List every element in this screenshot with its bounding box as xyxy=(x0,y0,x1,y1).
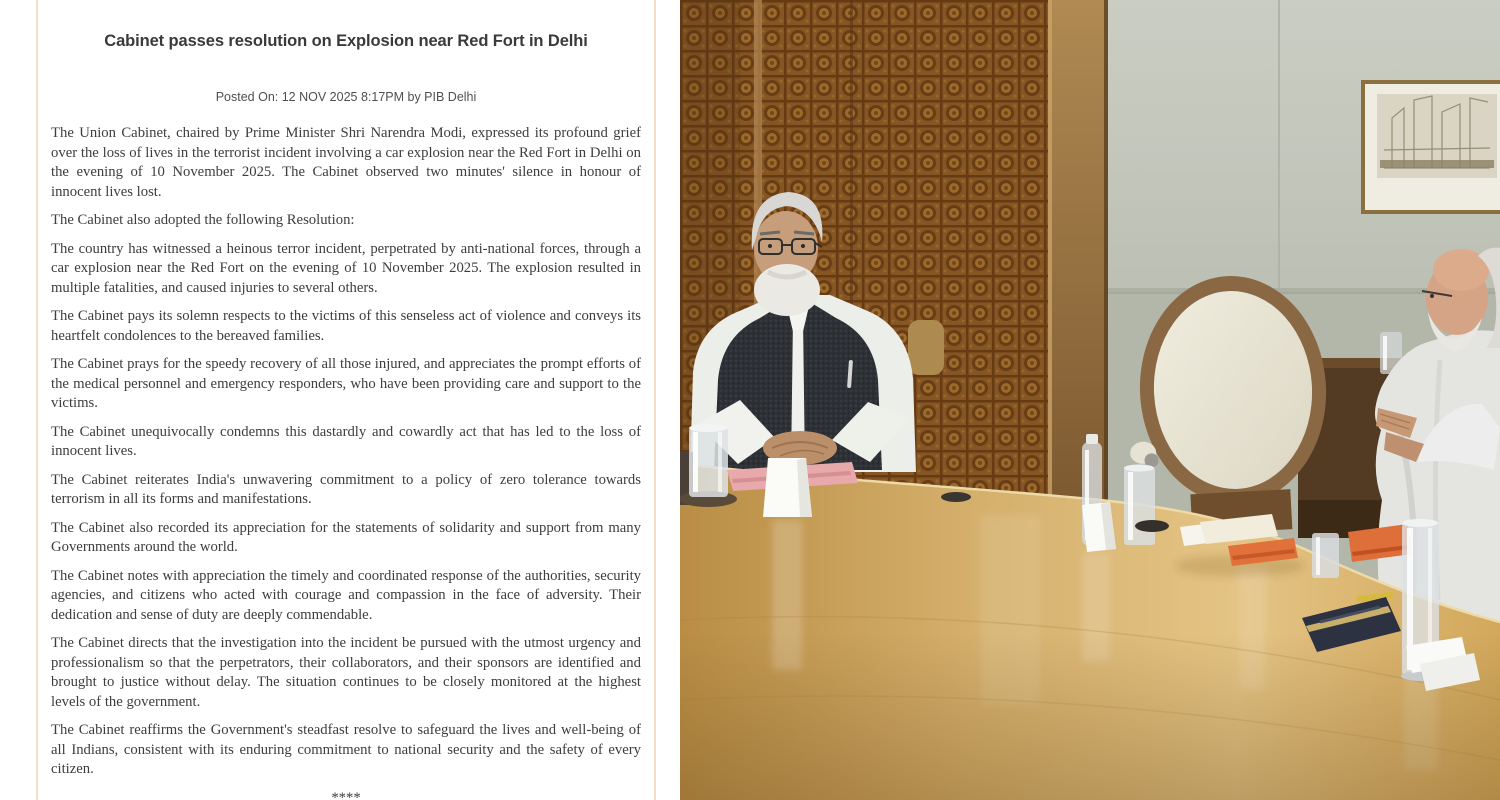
pm-beard xyxy=(754,264,820,316)
press-release-panel xyxy=(36,0,656,800)
paragraph: The Cabinet also adopted the following Resolution: xyxy=(51,212,355,228)
paragraph: The Cabinet prays for the speedy recovery of all those injured, and appreciates the prompt efforts of the medical personnel and emergency responders, who have been providing care and support to the victims. xyxy=(51,356,641,411)
water-glass-left xyxy=(689,424,728,497)
paragraph: The Cabinet directs that the investigation into the incident be pursued with the utmost urgency and professionalism so that the perpetrators, their collaborators, and their sponsors are identified and brought to justice without delay. The situation continues to be closely monitored at the highest levels of the government. xyxy=(51,635,641,710)
end-mark: **** xyxy=(331,789,361,800)
paragraph: The Cabinet reaffirms the Government's steadfast resolve to safeguard the lives and well-being of all Indians, consistent with its enduring commitment to national security and the safety of every citizen. xyxy=(51,722,641,777)
framed-artwork xyxy=(1363,82,1500,212)
name-card-pm xyxy=(763,458,812,517)
paragraph: The Cabinet notes with appreciation the timely and coordinated response of the authorities, security agencies, and citizens who acted with courage and compassion in the face of adversity. Their dedication and sense of duty are deeply commendable. xyxy=(51,567,641,623)
article-photo xyxy=(680,0,1500,800)
paragraph: The Cabinet reiterates India's unwavering commitment to a policy of zero tolerance towards terrorism in all its forms and manifestations. xyxy=(51,471,641,507)
page-title: Cabinet passes resolution on Explosion near Red Fort in Delhi xyxy=(104,32,588,50)
posted-on-line: Posted On: 12 NOV 2025 8:17PM by PIB Delhi xyxy=(215,90,477,104)
meeting-photo-illustration xyxy=(680,0,1500,800)
paragraph: The Cabinet unequivocally condemns this dastardly and cowardly act that has led to the loss of innocent lives. xyxy=(51,423,641,459)
name-card-centre xyxy=(1082,502,1116,552)
table-mic xyxy=(941,492,971,502)
water-glass-centre xyxy=(1124,465,1155,546)
small-glass xyxy=(1312,533,1339,578)
paragraph: The Cabinet pays its solemn respects to the victims of this senseless act of violence and conveys its heartfelt condolences to the bereaved families. xyxy=(51,308,641,344)
paragraph: The Cabinet also recorded its appreciation for the statements of solidarity and support from many Governments around the world. xyxy=(51,519,641,555)
pm-chair-back xyxy=(908,320,944,375)
paragraph: The country has witnessed a heinous terror incident, perpetrated by anti-national forces, through a car explosion near the Red Fort on the evening of 10 November 2025. The explosion resulted in multiple fatalities, and caused injuries to several others. xyxy=(51,240,641,296)
paragraph: The Union Cabinet, chaired by Prime Minister Shri Narendra Modi, expressed its profound grief over the loss of lives in the terrorist incident involving a car explosion near the Red Fort in Delhi on the evening of 10 November 2025. The Cabinet observed two minutes' silence in honour of innocent lives lost. xyxy=(51,125,641,200)
press-release-body xyxy=(51,124,641,800)
remote-clicker xyxy=(1135,520,1169,532)
